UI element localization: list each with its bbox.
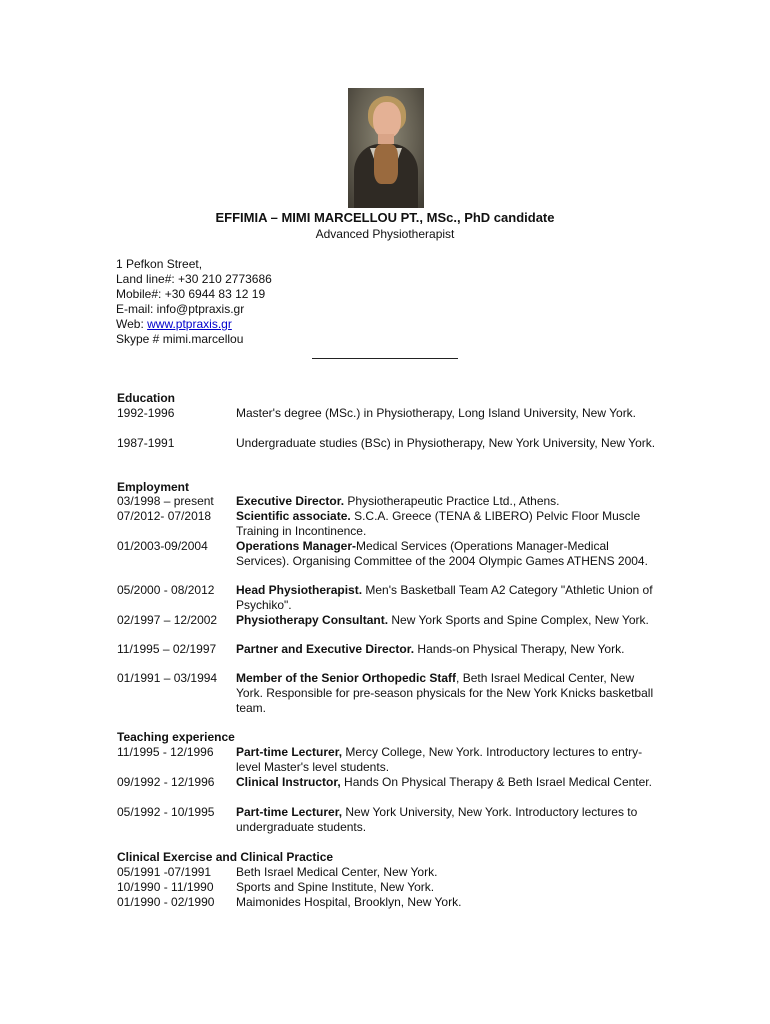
- web-line: [116, 317, 272, 332]
- entry-role: Partner and Executive Director.: [236, 642, 415, 656]
- web-link[interactable]: www.ptpraxis.gr: [147, 317, 232, 331]
- entry-date: 1987-1991: [117, 436, 175, 450]
- entry-role: Part-time Lecturer,: [236, 745, 343, 759]
- entry-role: Clinical Instructor,: [236, 775, 341, 789]
- entry-date: 02/1997 – 12/2002: [117, 613, 218, 627]
- entry-description: [236, 865, 656, 880]
- entry-role: Operations Manager-: [236, 539, 357, 553]
- teaching-heading: Teaching experience: [117, 730, 235, 744]
- entry-text: Mercy College, New York. Introductory lectures to entry-level Master's level students.: [236, 745, 643, 774]
- entry-role: Executive Director.: [236, 494, 345, 508]
- contact-block: [116, 257, 272, 347]
- employment-heading: Employment: [117, 480, 190, 494]
- entry-date: 10/1990 - 11/1990: [117, 880, 214, 894]
- job-title: Advanced Physiotherapist: [315, 227, 455, 241]
- education-heading: Education: [117, 391, 176, 405]
- mobile: Mobile#: +30 6944 83 12 19: [116, 287, 266, 301]
- skype: Skype # mimi.marcellou: [116, 332, 244, 346]
- entry-text: S.C.A. Greece (TENA & LIBERO) Pelvic Floor Muscle Training in Incontinence.: [236, 509, 641, 538]
- entry-text: Master's degree (MSc.) in Physiotherapy, Long Island University, New York.: [236, 406, 637, 420]
- entry-description: [236, 880, 656, 895]
- entry-text: , Beth Israel Medical Center, New York. Responsible for pre-season physicals for the New York Knicks basketball team.: [236, 671, 654, 715]
- entry-date: 05/1991 -07/1991: [117, 865, 212, 879]
- entry-date: 05/1992 - 10/1995: [117, 805, 215, 819]
- profile-photo: [348, 88, 424, 208]
- entry-text: Sports and Spine Institute, New York.: [236, 880, 435, 894]
- entry-text: Physiotherapeutic Practice Ltd., Athens.: [344, 494, 560, 508]
- entry-text: New York University, New York. Introductory lectures to undergraduate students.: [236, 805, 638, 834]
- entry-text: Beth Israel Medical Center, New York.: [236, 865, 438, 879]
- entry-description: [236, 805, 656, 835]
- entry-description: [236, 642, 656, 657]
- entry-role: Physiotherapy Consultant.: [236, 613, 389, 627]
- entry-date: 01/2003-09/2004: [117, 539, 208, 553]
- entry-date: 01/1990 - 02/1990: [117, 895, 215, 909]
- entry-date: 03/1998 – present: [117, 494, 214, 508]
- entry-description: [236, 583, 656, 613]
- entry-text: Maimonides Hospital, Brooklyn, New York.: [236, 895, 462, 909]
- entry-date: 1992-1996: [117, 406, 175, 420]
- entry-description: [236, 494, 656, 509]
- entry-text: New York Sports and Spine Complex, New York.: [388, 613, 649, 627]
- entry-description: [236, 539, 656, 569]
- entry-date: 09/1992 - 12/1996: [117, 775, 215, 789]
- entry-role: Head Physiotherapist.: [236, 583, 363, 597]
- entry-description: [236, 509, 656, 539]
- entry-date: 01/1991 – 03/1994: [117, 671, 218, 685]
- entry-role: Scientific associate.: [236, 509, 351, 523]
- entry-description: [236, 745, 656, 775]
- divider: [312, 358, 458, 359]
- entry-date: 11/1995 – 02/1997: [117, 642, 217, 656]
- entry-description: [236, 775, 656, 790]
- entry-date: 05/2000 - 08/2012: [117, 583, 215, 597]
- landline: Land line#: +30 210 2773686: [116, 272, 272, 286]
- entry-description: [236, 436, 656, 451]
- entry-text: Medical Services (Operations Manager-Medical Services). Organising Committee of the 2004 Olympic Games ATHENS 2004.: [236, 539, 648, 568]
- entry-text: Hands On Physical Therapy & Beth Israel Medical Center.: [340, 775, 652, 789]
- entry-role: Member of the Senior Orthopedic Staff: [236, 671, 457, 685]
- entry-date: 11/1995 - 12/1996: [117, 745, 214, 759]
- entry-text: Undergraduate studies (BSc) in Physiotherapy, New York University, New York.: [236, 436, 656, 450]
- entry-text: Men's Basketball Team A2 Category "Athletic Union of Psychiko".: [236, 583, 653, 612]
- entry-description: [236, 895, 656, 910]
- entry-role: Part-time Lecturer,: [236, 805, 343, 819]
- entry-text: Hands-on Physical Therapy, New York.: [414, 642, 625, 656]
- clinical-heading: Clinical Exercise and Clinical Practice: [117, 850, 334, 864]
- entry-description: [236, 671, 656, 716]
- candidate-name: EFFIMIA – MIMI MARCELLOU PT., MSc., PhD candidate: [215, 210, 555, 225]
- entry-date: 07/2012- 07/2018: [117, 509, 212, 523]
- email: E-mail: info@ptpraxis.gr: [116, 302, 245, 316]
- entry-description: [236, 406, 656, 421]
- address: 1 Pefkon Street,: [116, 257, 203, 271]
- entry-description: [236, 613, 656, 628]
- web-label: Web:: [116, 317, 148, 331]
